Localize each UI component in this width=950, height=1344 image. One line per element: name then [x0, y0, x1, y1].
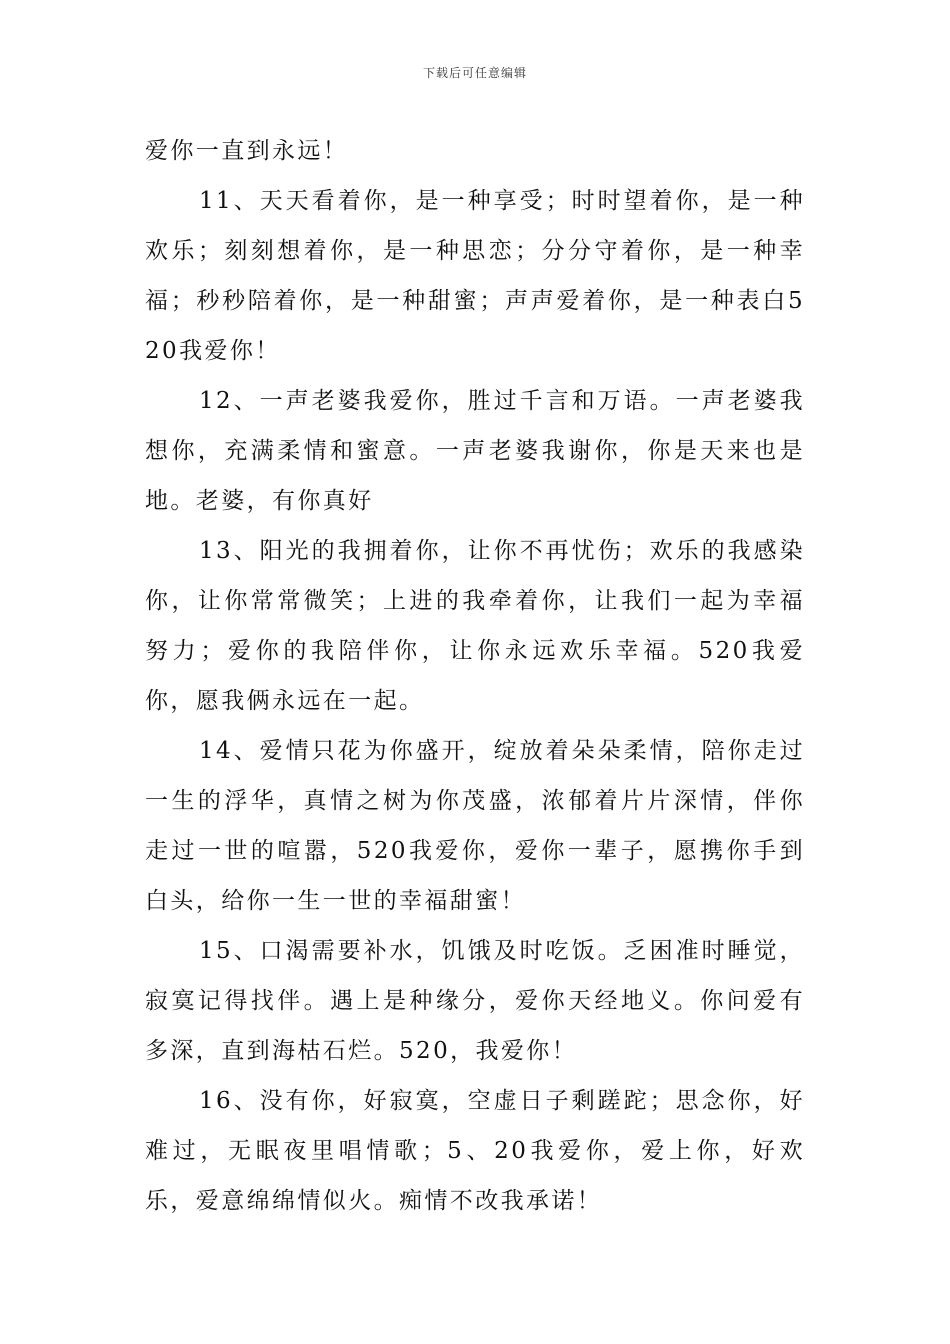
- document-body: [145, 126, 805, 1226]
- paragraph-item-13: 13、阳光的我拥着你，让你不再忧伤；欢乐的我感染你，让你常常微笑；上进的我牵着你，让我们一起为幸福努力；爱你的我陪伴你，让你永远欢乐幸福。520我爱你，愿我俩永远在一起。: [145, 538, 805, 714]
- paragraph-item-11: 11、天天看着你，是一种享受；时时望着你，是一种欢乐；刻刻想着你，是一种思恋；分分守着你，是一种幸福；秒秒陪着你，是一种甜蜜；声声爱着你，是一种表白520我爱你！: [145, 188, 805, 364]
- page-header-note: 下载后可任意编辑: [422, 66, 527, 80]
- paragraph-continuation: 爱你一直到永远！: [145, 138, 349, 164]
- paragraph-item-12: 12、一声老婆我爱你，胜过千言和万语。一声老婆我想你，充满柔情和蜜意。一声老婆我谢你，你是天来也是地。老婆，有你真好: [145, 388, 805, 514]
- paragraph-item-15: 15、口渴需要补水，饥饿及时吃饭。乏困准时睡觉，寂寞记得找伴。遇上是种缘分，爱你天经地义。你问爱有多深，直到海枯石烂。520，我爱你！: [145, 938, 805, 1064]
- paragraph-item-16: 16、没有你，好寂寞，空虚日子剩蹉跎；思念你，好难过，无眠夜里唱情歌；5、20我爱你，爱上你，好欢乐，爱意绵绵情似火。痴情不改我承诺！: [145, 1088, 805, 1214]
- paragraph-item-14: 14、爱情只花为你盛开，绽放着朵朵柔情，陪你走过一生的浮华，真情之树为你茂盛，浓郁着片片深情，伴你走过一世的喧嚣，520我爱你，爱你一辈子，愿携你手到白头，给你一生一世的幸福甜蜜！: [145, 738, 805, 914]
